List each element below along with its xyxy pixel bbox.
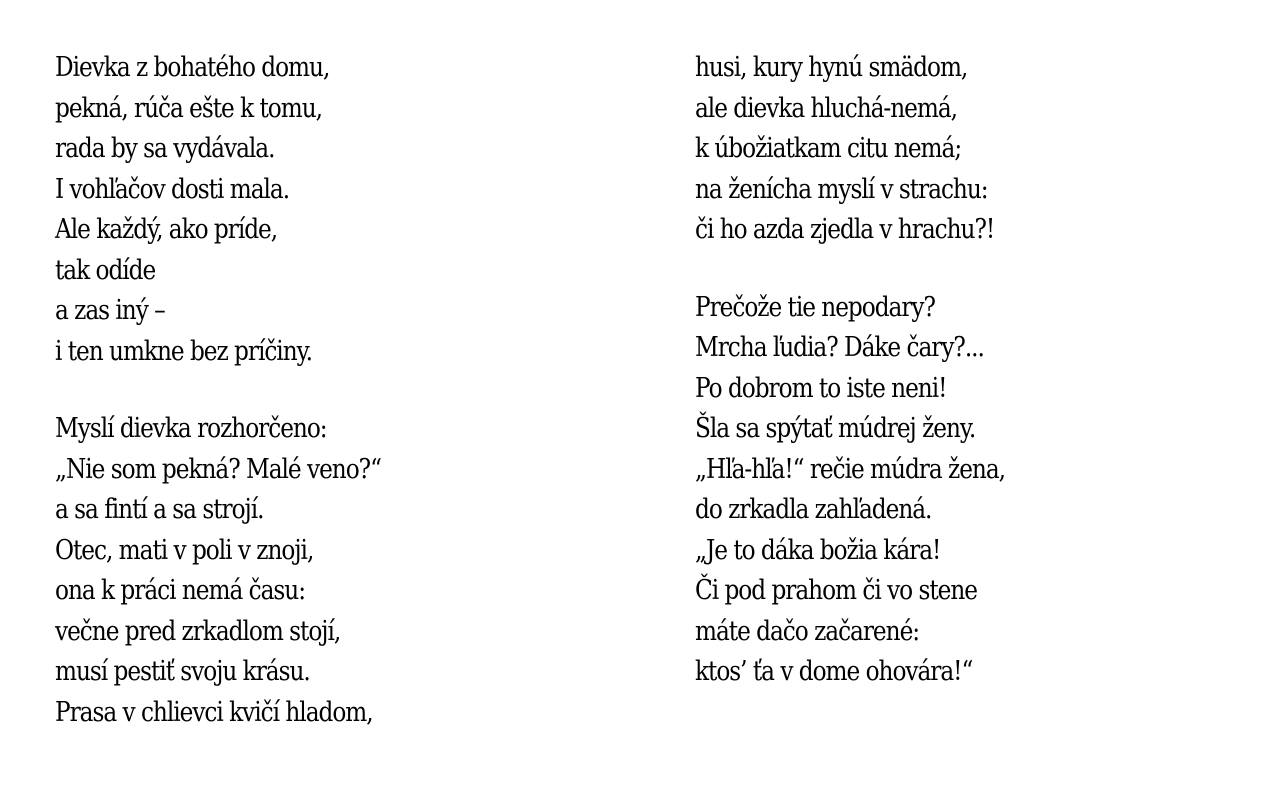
poem-line: musí pestiť svoju krásu. (55, 656, 310, 687)
poem-line: ale dievka hluchá-nemá, (695, 92, 958, 124)
poem-line: tak odíde (55, 254, 156, 286)
poem-line: ona k práci nemá času: (55, 575, 306, 606)
poem-line: Myslí dievka rozhorčeno: (55, 413, 327, 444)
poem-line: a sa fintí a sa strojí. (55, 494, 264, 525)
poem-line: večne pred zrkadlom stojí, (55, 615, 341, 647)
stanza-3 (695, 48, 1255, 251)
poem-line: rada by sa vydávala. (55, 133, 275, 164)
poem-line: Po dobrom to iste neni! (695, 372, 947, 404)
poem-line: Ale každý, ako príde, (55, 214, 278, 245)
poem-line: Mrcha ľudia? Dáke čary?... (695, 332, 984, 363)
poem-line: Otec, mati v poli v znoji, (55, 534, 314, 566)
poem-line: Dievka z bohatého domu, (55, 52, 330, 83)
poem-line: na ženícha myslí v strachu: (695, 173, 988, 205)
poem-line: i ten umkne bez príčiny. (55, 335, 312, 367)
poem-line: Či pod prahom či vo stene (695, 575, 977, 606)
poem-column-right (695, 48, 1255, 730)
stanza-1 (55, 48, 655, 372)
stanza-2 (55, 409, 655, 733)
poem-line: ktos’ ťa v dome ohovára!“ (695, 656, 973, 687)
poem-line: „Hľa-hľa!“ rečie múdra žena, (695, 453, 1006, 485)
stanza-4 (695, 288, 1255, 693)
poem-line: „Je to dáka božia kára! (695, 534, 941, 566)
poem-line: Prečože tie nepodary? (695, 291, 935, 323)
poem-line: Šla sa spýtať múdrej ženy. (695, 413, 976, 444)
poem-line: k úbožiatkam citu nemá; (695, 133, 962, 164)
poem-line: či ho azda zjedla v hrachu?! (695, 214, 995, 245)
poem-line: pekná, rúča ešte k tomu, (55, 92, 322, 124)
poem-line: a zas iný – (55, 295, 165, 326)
poem-line: máte dačo začarené: (695, 615, 920, 647)
poem-line: do zrkadla zahľadená. (695, 494, 932, 525)
poem-column-left (55, 48, 655, 770)
poem-line: husi, kury hynú smädom, (695, 52, 968, 83)
poem-line: „Nie som pekná? Malé veno?“ (55, 453, 381, 485)
poem-line: I vohľačov dosti mala. (55, 173, 290, 205)
poem-line: Prasa v chlievci kvičí hladom, (55, 696, 373, 728)
